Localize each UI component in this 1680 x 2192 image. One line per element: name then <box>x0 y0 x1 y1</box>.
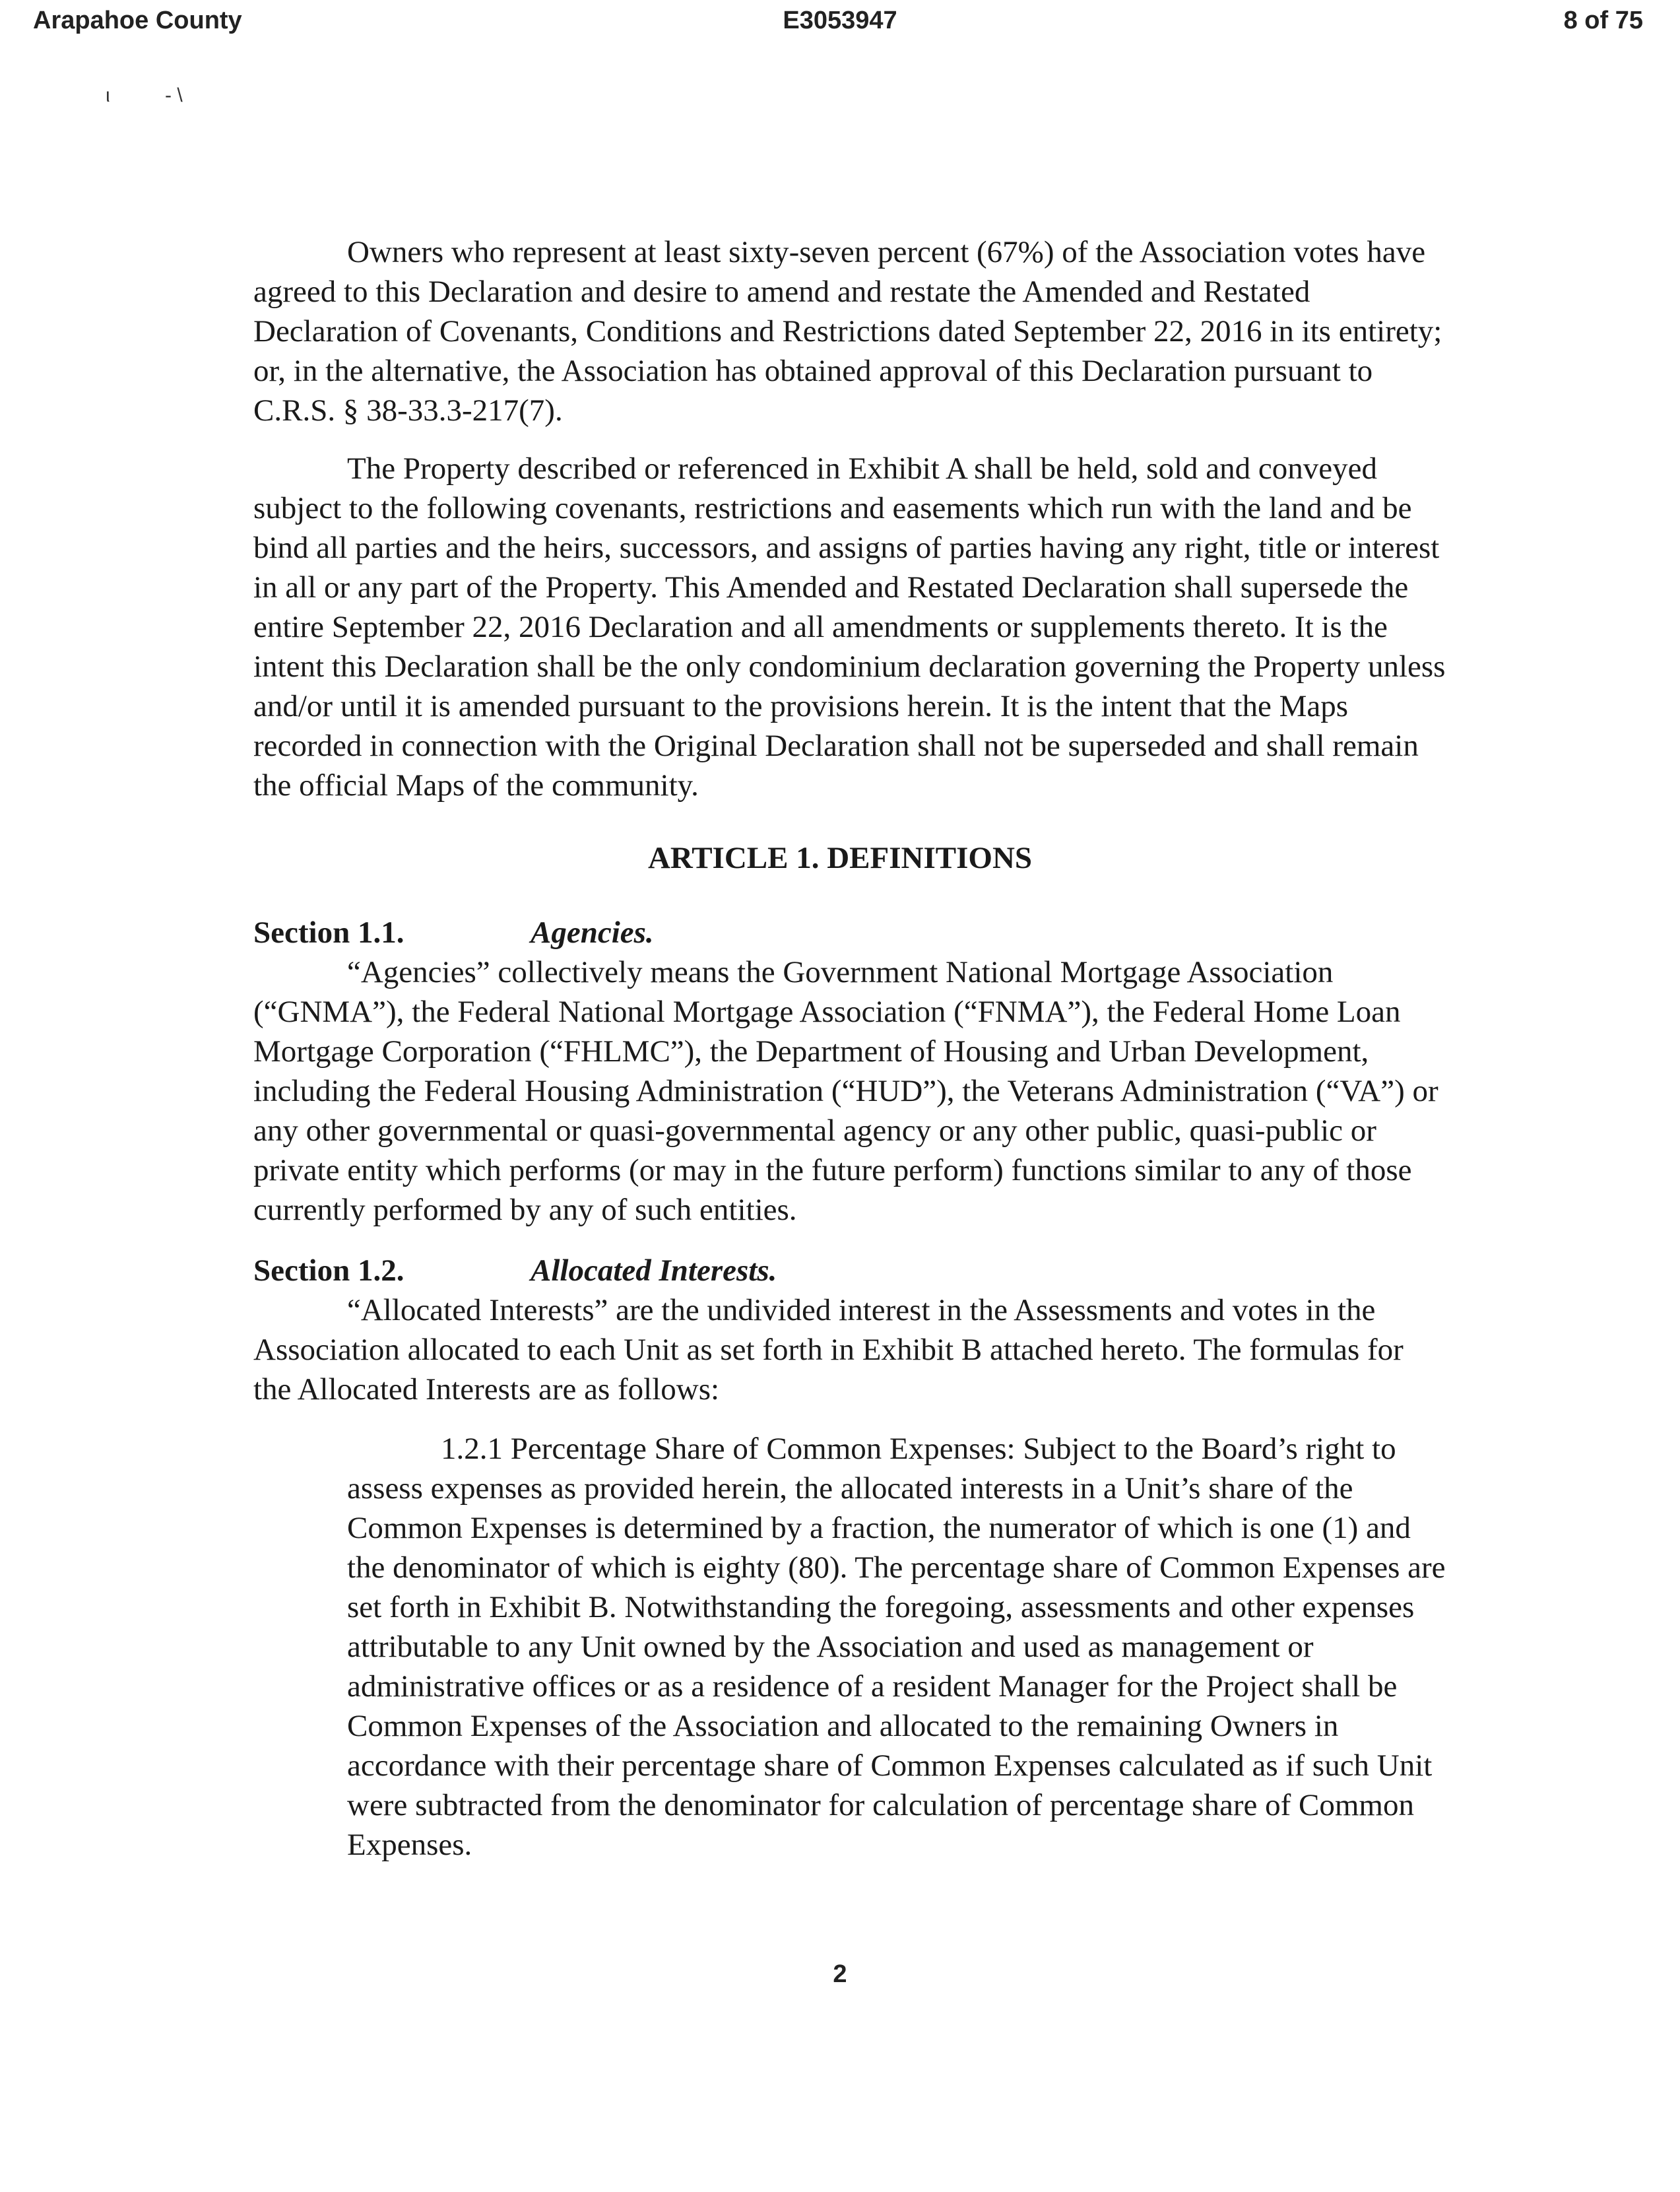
article-title: ARTICLE 1. DEFINITIONS <box>647 841 1033 875</box>
reception-number: E3053947 <box>783 7 897 34</box>
county-header: Arapahoe County <box>33 7 242 34</box>
section-title: Agencies. <box>531 915 654 950</box>
page-number: 2 <box>833 1960 847 1988</box>
scan-mark-left: ι <box>106 84 110 106</box>
section-title: Allocated Interests. <box>531 1253 777 1288</box>
section-number: Section 1.2. <box>253 1253 404 1288</box>
section-number: Section 1.1. <box>253 915 404 950</box>
opening-paragraph: Owners who represent at least sixty-seven percent (67%) of the Association votes have agreed to this Declaration and desire to amend and restate the Amended and Restated Declaration of Covenants, Conditions and Restrictions dated September 22, 2016 in its entirety; or, in the alternative, the Association has obtained approval of this Declaration pursuant to C.R.S. § 38-33.3-217(7). <box>253 235 1442 428</box>
subsection-1-2-1: 1.2.1 Percentage Share of Common Expenses: Subject to the Board’s right to assess expenses as provided herein, the allocated interests in a Unit’s share of the Common Expenses is determined by a fraction, the numerator of which is one (1) and the denominator of which is eighty (80). The percentage share of Common Expenses are set forth in Exhibit B. Notwithstanding the foregoing, assessments and other expenses attributable to any Unit owned by the Association and used as management or administrative offices or as a residence of a resident Manager for the Project shall be Common Expenses of the Association and allocated to the remaining Owners in accordance with their percentage share of Common Expenses calculated as if such Unit were subtracted from the denominator for calculation of percentage share of Common Expenses. <box>347 1432 1446 1862</box>
section-text: “Allocated Interests” are the undivided interest in the Assessments and votes in the Association allocated to each Unit as set forth in Exhibit B attached hereto. The formulas for the Allocated Interests are as follows: <box>253 1293 1404 1407</box>
page-counter: 8 of 75 <box>1563 7 1643 34</box>
section-heading <box>253 913 654 952</box>
property-paragraph: The Property described or referenced in Exhibit A shall be held, sold and conveyed subject to the following covenants, restrictions and easements which run with the land and be bind all parties and the heirs, successors, and assigns of parties having any right, title or interest in all or any part of the Property. This Amended and Restated Declaration shall supersede the entire September 22, 2016 Declaration and all amendments or supplements thereto. It is the intent this Declaration shall be the only condominium declaration governing the Property unless and/or until it is amended pursuant to the provisions herein. It is the intent that the Maps recorded in connection with the Original Declaration shall not be superseded and shall remain the official Maps of the community. <box>253 451 1446 803</box>
section-heading <box>253 1251 777 1290</box>
section-text: “Agencies” collectively means the Government National Mortgage Association (“GNMA”), the Federal National Mortgage Association (“FNMA”), the Federal Home Loan Mortgage Corporation (“FHLMC”), the Department of Housing and Urban Development, including the Federal Housing Administration (“HUD”), the Veterans Administration (“VA”) or any other governmental or quasi-governmental agency or any other public, quasi-public or private entity which performs (or may in the future perform) functions similar to any of those currently performed by any of such entities. <box>253 955 1438 1227</box>
scan-mark-right: - \ <box>165 84 183 106</box>
